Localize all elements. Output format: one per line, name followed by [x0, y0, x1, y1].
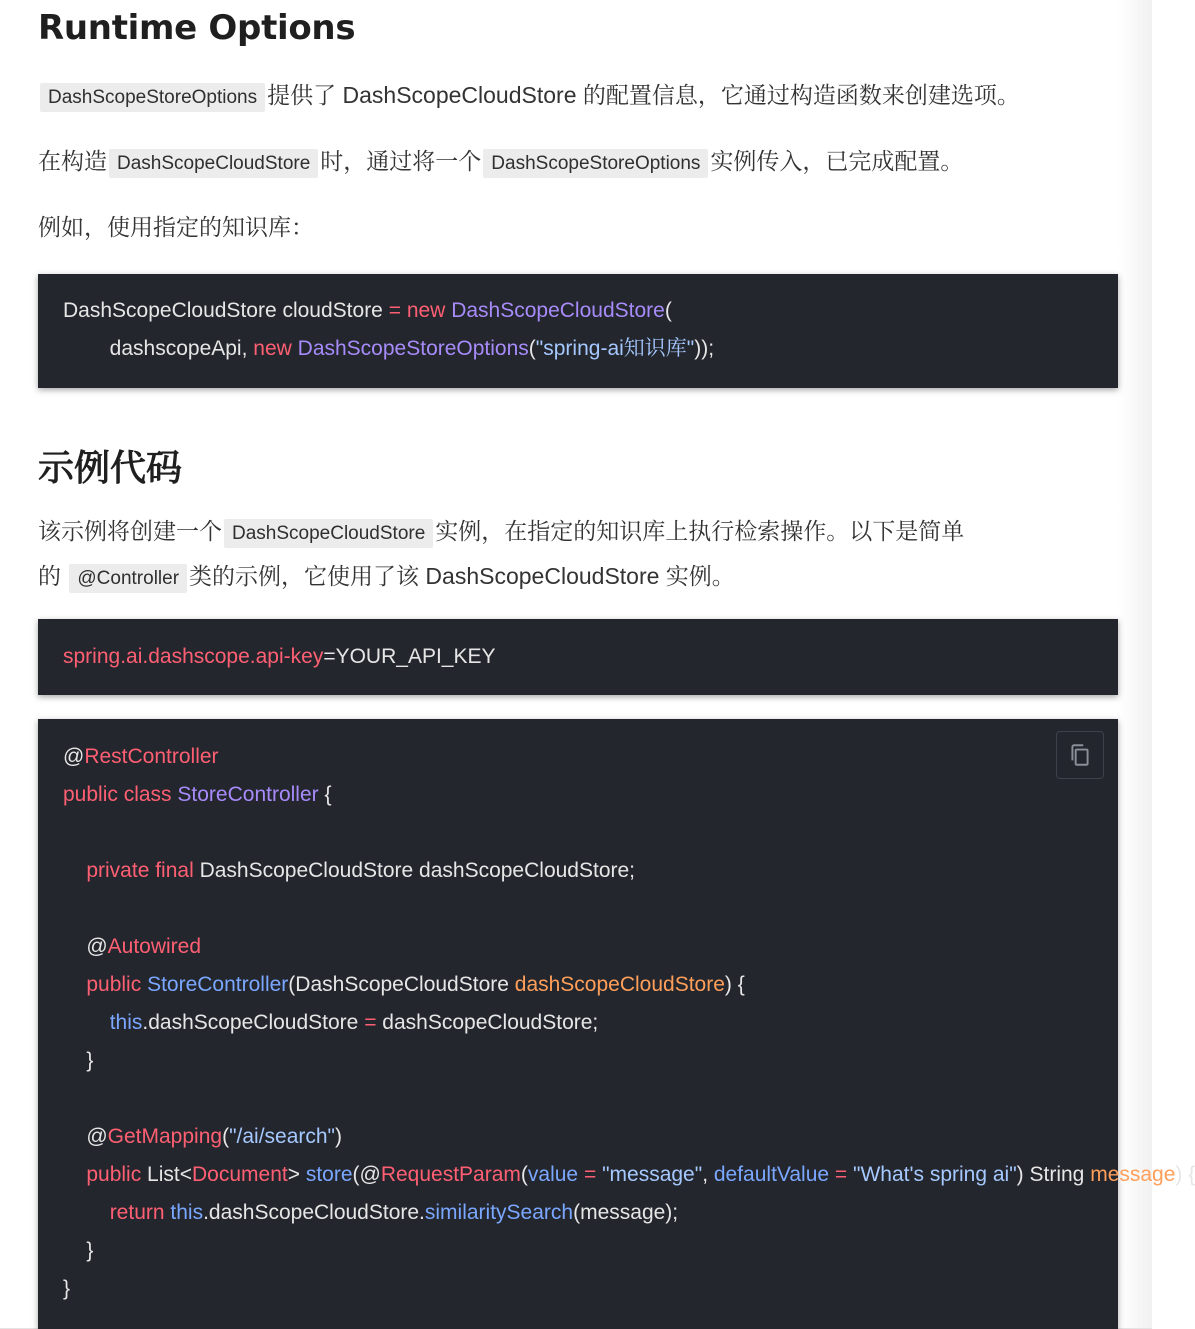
code-token: =: [364, 1011, 377, 1034]
code-token: YOUR_API_KEY: [335, 645, 496, 668]
code-token: spring.ai.dashscope.api-key: [63, 645, 324, 668]
paragraph-example-intro: 例如，使用指定的知识库：: [38, 214, 314, 240]
code-token: private final: [86, 859, 194, 882]
code-token: "message": [602, 1163, 703, 1186]
code-token: ) {: [1175, 1163, 1195, 1186]
code-token: DashScopeCloudStore: [451, 299, 665, 322]
code-token: =: [323, 645, 336, 668]
code-token: =: [583, 1163, 597, 1186]
code-block-controller: [38, 719, 1195, 1329]
code-token: "/ai/search": [229, 1125, 336, 1148]
code-token: public class: [63, 783, 172, 806]
code-token: new: [253, 337, 292, 360]
code-token: value: [527, 1163, 579, 1186]
code-token: ): [335, 1125, 343, 1148]
code-token: @: [63, 1125, 108, 1148]
copy-icon: [1067, 742, 1093, 768]
code-token: =: [388, 299, 401, 322]
code-token: ) {: [724, 973, 745, 996]
code-block-properties: [38, 619, 1118, 695]
code-token: (message);: [573, 1201, 679, 1224]
code-block-cloudstore: [38, 274, 1118, 388]
code-token: "spring-ai知识库": [535, 337, 695, 360]
paragraph-text: 类的示例，它使用了该 DashScopeCloudStore 实例。: [189, 563, 735, 589]
code-token: this: [109, 1011, 143, 1034]
paragraph-text: 时，通过将一个: [320, 148, 482, 174]
code-token: [63, 1163, 86, 1186]
code-token: dashScopeCloudStore: [514, 973, 725, 996]
code-token: similaritySearch: [424, 1201, 574, 1224]
code-token: store: [305, 1163, 353, 1186]
code-token: (: [528, 337, 536, 360]
code-token: .dashScopeCloudStore: [142, 1011, 365, 1034]
code-token: (: [664, 299, 672, 322]
code-token: [63, 1201, 110, 1224]
inline-code: DashScopeStoreOptions: [40, 83, 265, 112]
code-token: (: [222, 1125, 230, 1148]
paragraph-text: 在构造: [38, 148, 107, 174]
code-token: [63, 973, 86, 996]
paragraph-text: 提供了 DashScopeCloudStore 的配置信息，它通过构造函数来创建选项。: [267, 82, 1020, 108]
code-token: .dashScopeCloudStore.: [203, 1201, 425, 1224]
paragraph-store-options: [38, 74, 1020, 119]
code-token: DashScopeStoreOptions: [297, 337, 529, 360]
paragraph-example-description: [38, 510, 964, 600]
paragraph-text: 实例，在指定的知识库上执行检索操作。以下是简单: [435, 518, 965, 544]
code-token: ) String: [1016, 1163, 1091, 1186]
code-token: dashScopeCloudStore;: [376, 1011, 599, 1034]
code-token: GetMapping: [107, 1125, 223, 1148]
inline-code: DashScopeCloudStore: [224, 519, 433, 548]
code-token: RestController: [84, 745, 219, 768]
copy-code-button[interactable]: [1056, 731, 1104, 779]
code-token: @: [63, 745, 85, 768]
paragraph-text: 实例传入，已完成配置。: [710, 148, 964, 174]
code-token: public: [86, 1163, 142, 1186]
code-token: @: [63, 935, 108, 958]
code-token: [63, 1011, 110, 1034]
code-token: public: [86, 973, 142, 996]
code-token: DashScopeCloudStore dashScopeCloudStore;: [193, 859, 636, 882]
code-token: StoreController: [177, 783, 319, 806]
code-token: (DashScopeCloudStore: [288, 973, 515, 996]
code-token: (@: [352, 1163, 381, 1186]
code-token: }: [63, 1239, 94, 1262]
code-token: defaultValue: [713, 1163, 830, 1186]
code-token: "What's spring ai": [853, 1163, 1017, 1186]
code-token: List<: [141, 1163, 192, 1186]
code-token: ,: [702, 1163, 714, 1186]
code-token: [63, 859, 86, 882]
code-token: new: [406, 299, 446, 322]
code-token: this: [170, 1201, 204, 1224]
code-token: StoreController: [147, 973, 289, 996]
code-token: }: [63, 1277, 71, 1300]
paragraph-text: 的: [38, 563, 61, 589]
inline-code: @Controller: [69, 564, 187, 593]
inline-code: DashScopeStoreOptions: [483, 149, 708, 178]
code-token: Autowired: [107, 935, 202, 958]
code-token: >: [287, 1163, 306, 1186]
code-token: DashScopeCloudStore cloudStore: [63, 299, 389, 322]
heading-example-code: 示例代码: [38, 448, 183, 489]
code-token: RequestParam: [380, 1163, 521, 1186]
code-token: dashscopeApi,: [63, 337, 254, 360]
code-token: message: [1090, 1163, 1176, 1186]
code-token: return: [109, 1201, 165, 1224]
page-right-edge: [1118, 0, 1152, 1329]
inline-code: DashScopeCloudStore: [109, 149, 318, 178]
paragraph-text: 该示例将创建一个: [38, 518, 222, 544]
code-token: {: [318, 783, 332, 806]
code-token: (: [520, 1163, 528, 1186]
paragraph-constructor: [38, 140, 963, 185]
code-token: ));: [694, 337, 715, 360]
code-token: }: [63, 1049, 94, 1072]
heading-runtime-options: Runtime Options: [38, 8, 356, 48]
code-token: =: [834, 1163, 848, 1186]
code-token: Document: [192, 1163, 288, 1186]
